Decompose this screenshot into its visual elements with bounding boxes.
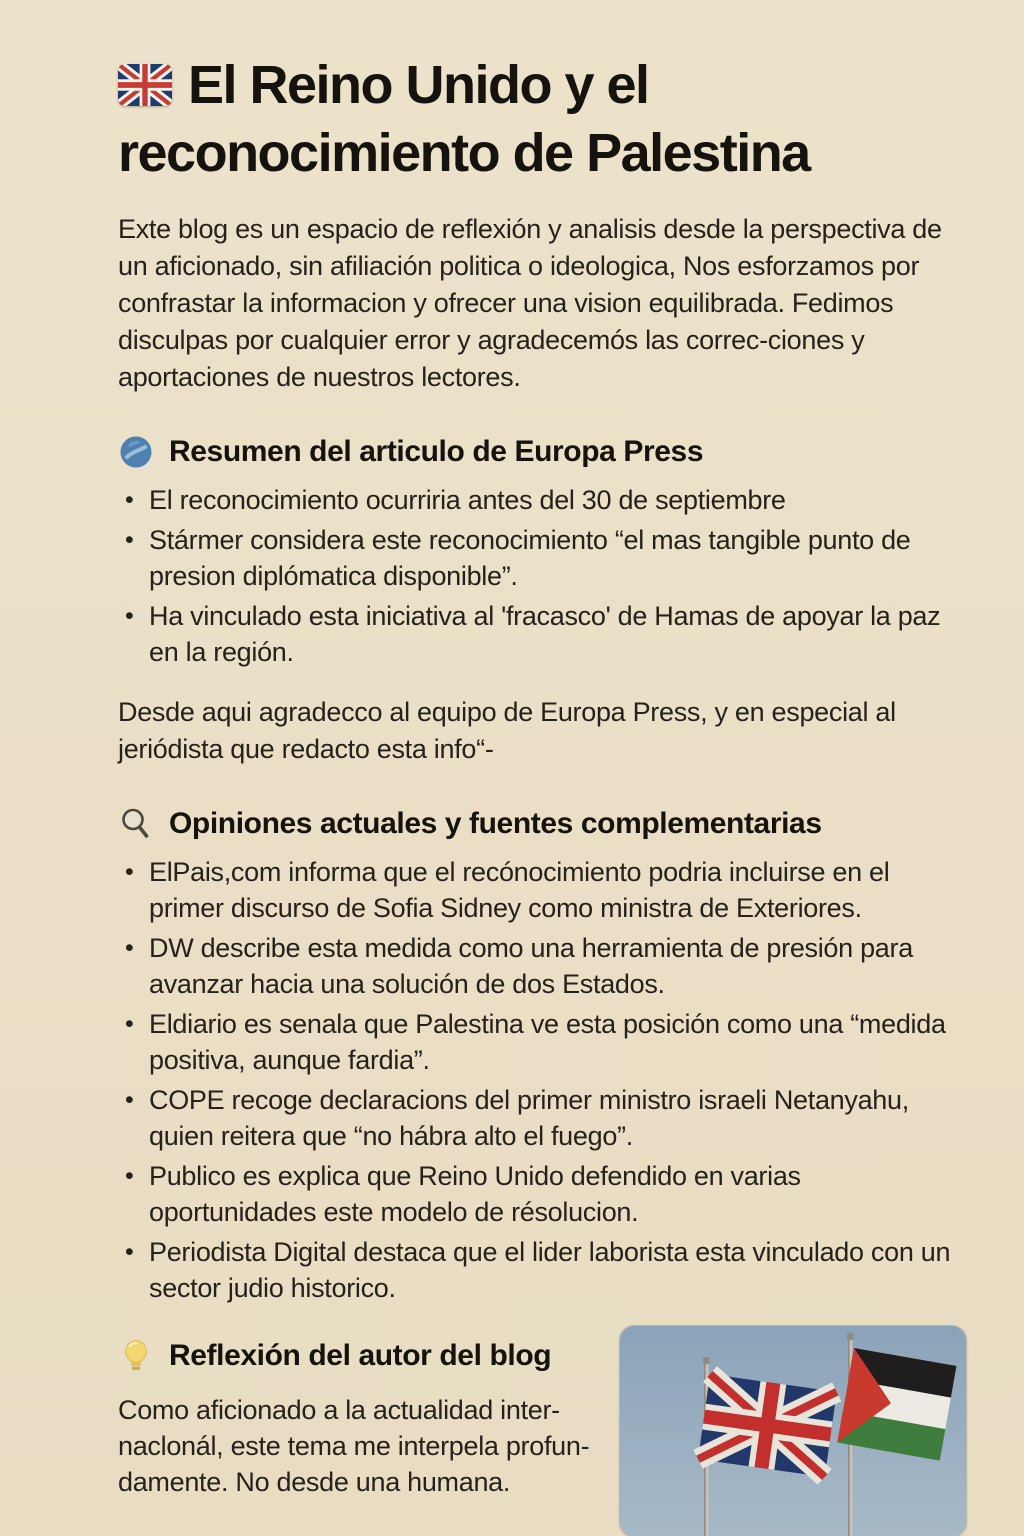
page-title	[118, 52, 966, 187]
newspaper-icon	[118, 434, 154, 470]
section-heading-europa-press	[118, 434, 966, 470]
uk-flag-icon	[118, 64, 172, 106]
section-heading-text: Resumen del articulo de Europa Press	[169, 435, 704, 468]
bullet-item: • Stármer considera este reconocimiento “el mas tangible punto de presion diplómatica disponible”.	[118, 522, 966, 594]
bullet-item: • Periodista Digital destaca que el lider laborista esta vinculado con un sector judio historico.	[118, 1234, 966, 1306]
reflexion-column	[118, 1326, 614, 1536]
section-heading-opiniones	[118, 806, 966, 842]
search-icon	[118, 806, 154, 842]
intro-paragraph: Exte blog es un espacio de reflexión y analisis desde la perspectiva de un aficionado, sin afiliación politica o ideologica, Nos esforzamos por confrastar la informacion y ofrecer una vision equilibrada. Fedimos disculpas por cualquier error y agradecemós las correc-ciones y aportaciones de nuestros lectores.	[118, 214, 942, 392]
bullet-item: • Eldiario es senala que Palestina ve esta posición como una “medida positiva, aunque fardia”.	[118, 1006, 966, 1078]
opiniones-bullet-list	[118, 854, 966, 1306]
bullet-item: • DW describe esta medida como una herramienta de presión para avanzar hacia una solución de dos Estados.	[118, 930, 966, 1002]
bullet-item: • ElPais,com informa que el recónocimiento podria incluirse en el primer discurso de Sofia Sidney como ministra de Exteriores.	[118, 854, 966, 926]
section-heading-text: Opiniones actuales y fuentes complementarias	[169, 807, 822, 840]
thanks-paragraph: Desde aqui agradecco al equipo de Europa Press, y en especial al jeriódista que redacto esta info“-	[118, 697, 896, 764]
uk-and-palestine-flags-photo	[620, 1326, 966, 1536]
reflexion-paragraph: Como aficionado a la actualidad inter-naclonál, este tema me interpela profun-damente. No desde una humana.	[118, 1395, 590, 1497]
europa-press-bullet-list	[118, 482, 966, 670]
bullet-item: • Ha vinculado esta iniciativa al 'fracasco' de Hamas de apoyar la paz en la región.	[118, 598, 966, 670]
section-heading-reflexion	[118, 1338, 614, 1374]
bottom-section	[118, 1326, 966, 1536]
bullet-item: • Publico es explica que Reino Unido defendido en varias oportunidades este modelo de résolucion.	[118, 1158, 966, 1230]
lightbulb-icon	[118, 1338, 154, 1374]
section-heading-text: Reflexión del autor del blog	[169, 1339, 552, 1372]
bullet-item: • El reconocimiento ocurriria antes del 30 de septiembre	[118, 482, 966, 518]
bullet-item: • COPE recoge declaracions del primer ministro israeli Netanyahu, quien reitera que “no hábra alto el fuego”.	[118, 1082, 966, 1154]
page-title-text: El Reino Unido y el reconocimiento de Palestina	[118, 55, 810, 183]
